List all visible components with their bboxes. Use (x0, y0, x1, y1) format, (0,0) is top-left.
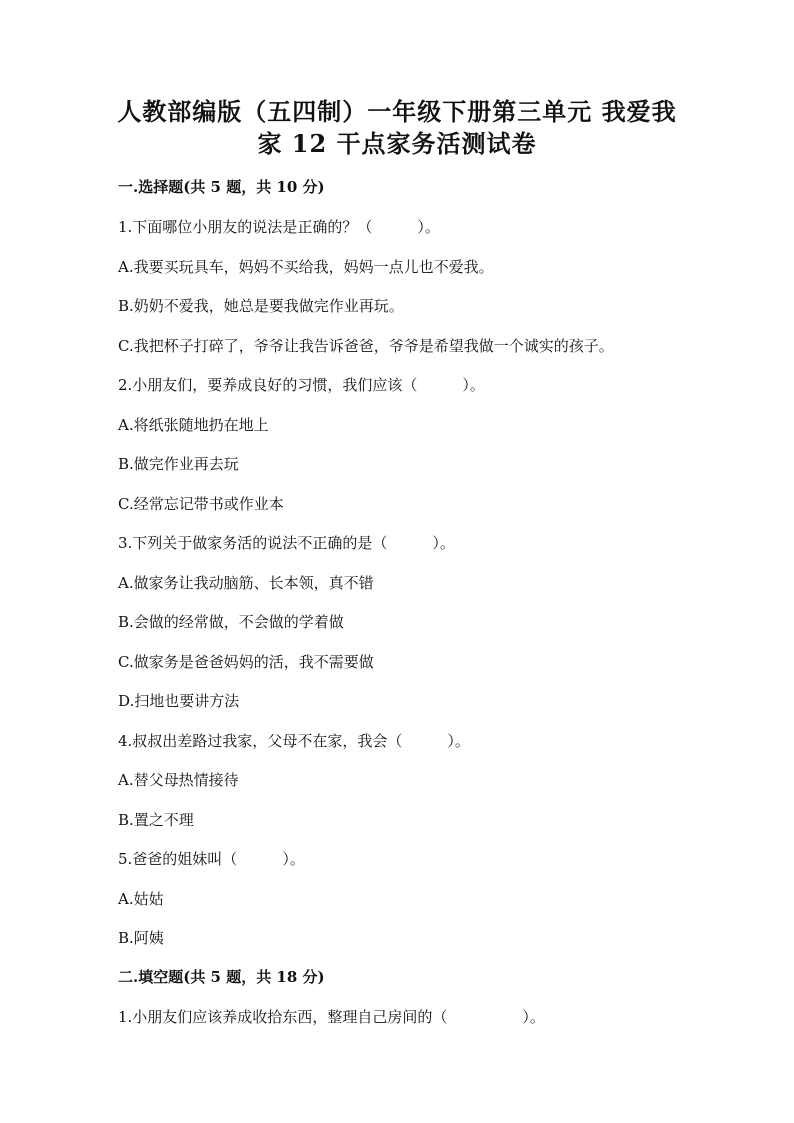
question-stem-2: 2.小朋友们，要养成良好的习惯，我们应该（ ）。 (118, 376, 485, 394)
option-3c: C.做家务是爸爸妈妈的活，我不需要做 (118, 653, 374, 671)
option-2c: C.经常忘记带书或作业本 (118, 495, 284, 513)
option-1c: C.我把杯子打碎了，爷爷让我告诉爸爸，爷爷是希望我做一个诚实的孩子。 (118, 337, 614, 355)
option-4a: A.替父母热情接待 (118, 771, 239, 789)
option-5a: A.姑姑 (118, 890, 164, 908)
option-1a: A.我要买玩具车，妈妈不买给我，妈妈一点儿也不爱我。 (118, 258, 494, 276)
option-2b: B.做完作业再去玩 (118, 455, 239, 473)
option-4b: B.置之不理 (118, 811, 194, 829)
fill-question-stem-1: 1.小朋友们应该养成收拾东西，整理自己房间的（ ）。 (118, 1008, 545, 1026)
option-3b: B.会做的经常做，不会做的学着做 (118, 613, 344, 631)
section-heading-fill-blank: 二.填空题(共 5 题，共 18 分) (118, 968, 325, 986)
option-3a: A.做家务让我动脑筋、长本领，真不错 (118, 574, 374, 592)
question-stem-1: 1.下面哪位小朋友的说法是正确的？（ ）。 (118, 218, 440, 236)
page-title-line-2: 家 12 干点家务活测试卷 (257, 129, 537, 158)
question-stem-3: 3.下列关于做家务活的说法不正确的是（ ）。 (118, 534, 455, 552)
question-stem-4: 4.叔叔出差路过我家，父母不在家，我会（ ）。 (118, 732, 470, 750)
section-heading-choice: 一.选择题(共 5 题，共 10 分) (118, 178, 325, 196)
option-1b: B.奶奶不爱我，她总是要我做完作业再玩。 (118, 297, 404, 315)
option-2a: A.将纸张随地扔在地上 (118, 416, 269, 434)
page-title-line-1: 人教部编版（五四制）一年级下册第三单元 我爱我 (117, 97, 677, 126)
option-5b: B.阿姨 (118, 929, 164, 947)
option-3d: D.扫地也要讲方法 (118, 692, 240, 710)
question-stem-5: 5.爸爸的姐妹叫（ ）。 (118, 850, 305, 868)
